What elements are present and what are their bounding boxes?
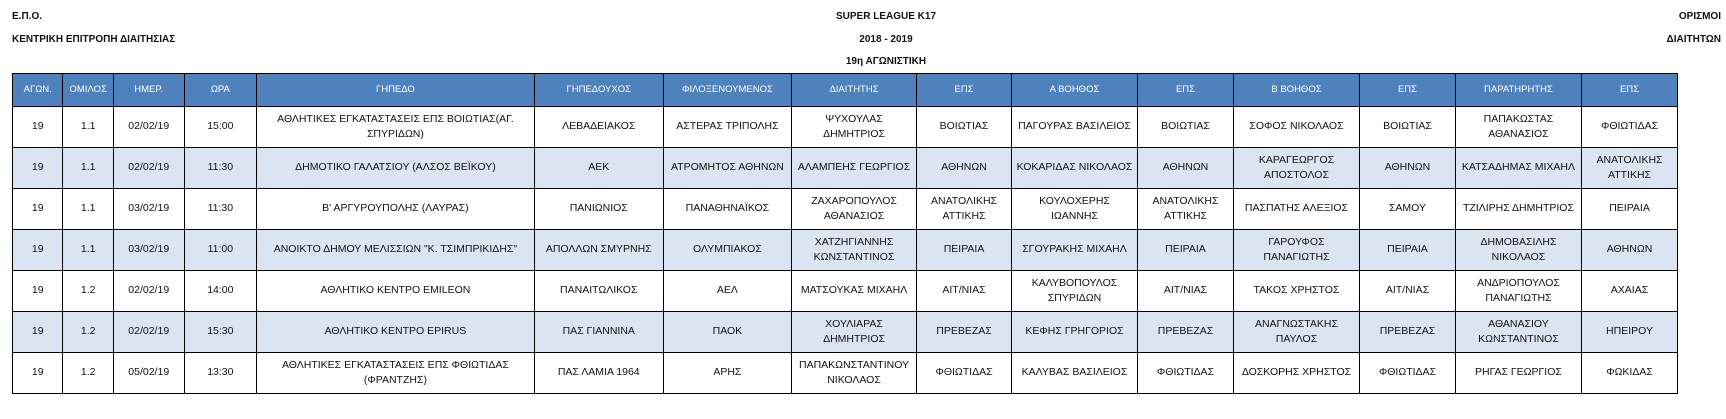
table-row	[13, 107, 1678, 148]
table-cell: ΤΑΚΟΣ ΧΡΗΣΤΟΣ	[1233, 271, 1359, 312]
table-cell: ΣΓΟΥΡΑΚΗΣ ΜΙΧΑΗΛ	[1011, 230, 1137, 271]
table-cell: ΠΡΕΒΕΖΑΣ	[1360, 312, 1456, 353]
round-title: 19η ΑΓΩΝΙΣΤΙΚΗ	[845, 56, 927, 67]
table-cell: ΠΕΙΡΑΙΑ	[1582, 189, 1678, 230]
table-cell: ΑΕΛ	[663, 271, 791, 312]
table-cell: 19	[13, 353, 63, 394]
col-header: ΩΡΑ	[184, 74, 257, 107]
table-cell: 02/02/19	[113, 312, 184, 353]
col-header: ΕΠΣ	[1582, 74, 1678, 107]
col-header: ΑΓΩΝ.	[13, 74, 63, 107]
table-cell: Β' ΑΡΓΥΡΟΥΠΟΛΗΣ (ΛΑΥΡΑΣ)	[257, 189, 535, 230]
season-title: 2018 - 2019	[859, 34, 913, 45]
table-cell: ΚΑΛΥΒΑΣ ΒΑΣΙΛΕΙΟΣ	[1011, 353, 1137, 394]
table-cell: 02/02/19	[113, 271, 184, 312]
table-cell: 19	[13, 230, 63, 271]
header-row	[13, 74, 1678, 107]
table-cell: ΣΑΜΟΥ	[1360, 189, 1456, 230]
table-cell: ΧΑΤΖΗΓΙΑΝΝΗΣ ΚΩΝΣΤΑΝΤΙΝΟΣ	[791, 230, 916, 271]
table-cell: ΠΡΕΒΕΖΑΣ	[917, 312, 1012, 353]
table-cell: 1.1	[63, 107, 113, 148]
table-cell: ΚΕΦΗΣ ΓΡΗΓΟΡΙΟΣ	[1011, 312, 1137, 353]
table-cell: ΜΑΤΣΟΥΚΑΣ ΜΙΧΑΗΛ	[791, 271, 916, 312]
table-row	[13, 353, 1678, 394]
assignments-title: ΟΡΙΣΜΟΙ	[1678, 11, 1721, 22]
table-cell: ΨΥΧΟΥΛΑΣ ΔΗΜΗΤΡΙΟΣ	[791, 107, 916, 148]
table-cell: ΑΘΑΝΑΣΙΟΥ ΚΩΝΣΤΑΝΤΙΝΟΣ	[1455, 312, 1581, 353]
table-row	[13, 148, 1678, 189]
table-cell: ΠΑΣ ΛΑΜΙΑ 1964	[534, 353, 663, 394]
table-cell: 03/02/19	[113, 189, 184, 230]
table-cell: ΚΑΡΑΓΕΩΡΓΟΣ ΑΠΟΣΤΟΛΟΣ	[1233, 148, 1359, 189]
table-cell: 1.1	[63, 230, 113, 271]
table-cell: ΑΘΗΝΩΝ	[1138, 148, 1234, 189]
table-row	[13, 312, 1678, 353]
table-cell: ΠΑΣΠΑΤΗΣ ΑΛΕΞΙΟΣ	[1233, 189, 1359, 230]
table-cell: 02/02/19	[113, 148, 184, 189]
col-header: ΕΠΣ	[917, 74, 1012, 107]
col-header: Β ΒΟΗΘΟΣ	[1233, 74, 1359, 107]
col-header: ΠΑΡΑΤΗΡΗΤΗΣ	[1455, 74, 1581, 107]
col-header: ΗΜΕΡ.	[113, 74, 184, 107]
table-cell: 05/02/19	[113, 353, 184, 394]
table-cell: ΑΝΑΤΟΛΙΚΗΣ ΑΤΤΙΚΗΣ	[1582, 148, 1678, 189]
table-cell: ΑΘΛΗΤΙΚΟ ΚΕΝΤΡΟ EMILEON	[257, 271, 535, 312]
table-cell: ΖΑΧΑΡΟΠΟΥΛΟΣ ΑΘΑΝΑΣΙΟΣ	[791, 189, 916, 230]
table-cell: 11:30	[184, 189, 257, 230]
table-cell: ΠΑΝΙΩΝΙΟΣ	[534, 189, 663, 230]
table-cell: ΑΘΛΗΤΙΚΕΣ ΕΓΚΑΤΑΣΤΑΣΕΙΣ ΕΠΣ ΦΘΙΩΤΙΔΑΣ (ΦΡΑΝΤΖΗΣ)	[257, 353, 535, 394]
table-cell: 1.1	[63, 189, 113, 230]
table-cell: ΑΝΑΓΝΩΣΤΑΚΗΣ ΠΑΥΛΟΣ	[1233, 312, 1359, 353]
table-cell: ΑΙΤ/ΝΙΑΣ	[1360, 271, 1456, 312]
table-cell: ΑΤΡΟΜΗΤΟΣ ΑΘΗΝΩΝ	[663, 148, 791, 189]
table-cell: ΑΛΑΜΠΕΗΣ ΓΕΩΡΓΙΟΣ	[791, 148, 916, 189]
table-cell: ΤΖΙΛΙΡΗΣ ΔΗΜΗΤΡΙΟΣ	[1455, 189, 1581, 230]
table-cell: 11:00	[184, 230, 257, 271]
table-cell: ΠΑΠΑΚΩΣΤΑΣ ΑΘΑΝΑΣΙΟΣ	[1455, 107, 1581, 148]
table-cell: ΑΘΗΝΩΝ	[1582, 230, 1678, 271]
table-cell: 19	[13, 107, 63, 148]
col-header: Α ΒΟΗΘΟΣ	[1011, 74, 1137, 107]
table-cell: ΑΣΤΕΡΑΣ ΤΡΙΠΟΛΗΣ	[663, 107, 791, 148]
table-cell: ΑΘΛΗΤΙΚΟ ΚΕΝΤΡΟ EPIRUS	[257, 312, 535, 353]
table-cell: ΠΡΕΒΕΖΑΣ	[1138, 312, 1234, 353]
table-cell: ΒΟΙΩΤΙΑΣ	[1360, 107, 1456, 148]
table-cell: ΔΗΜΟΒΑΣΙΛΗΣ ΝΙΚΟΛΑΟΣ	[1455, 230, 1581, 271]
table-cell: ΠΑΓΟΥΡΑΣ ΒΑΣΙΛΕΙΟΣ	[1011, 107, 1137, 148]
table-cell: 03/02/19	[113, 230, 184, 271]
table-cell: ΠΑΝΑΙΤΩΛΙΚΟΣ	[534, 271, 663, 312]
table-cell: ΛΕΒΑΔΕΙΑΚΟΣ	[534, 107, 663, 148]
table-cell: ΚΑΤΣΑΔΗΜΑΣ ΜΙΧΑΗΛ	[1455, 148, 1581, 189]
table-cell: ΠΕΙΡΑΙΑ	[1360, 230, 1456, 271]
table-cell: ΒΟΙΩΤΙΑΣ	[1138, 107, 1234, 148]
assignments-table	[12, 73, 1678, 394]
table-cell: ΚΟΚΑΡΙΔΑΣ ΝΙΚΟΛΑΟΣ	[1011, 148, 1137, 189]
table-cell: 1.1	[63, 148, 113, 189]
table-cell: ΔΟΣΚΟΡΗΣ ΧΡΗΣΤΟΣ	[1233, 353, 1359, 394]
table-cell: ΡΗΓΑΣ ΓΕΩΡΓΙΟΣ	[1455, 353, 1581, 394]
table-cell: ΑΙΤ/ΝΙΑΣ	[1138, 271, 1234, 312]
table-cell: ΑΕΚ	[534, 148, 663, 189]
table-cell: ΑΧΑΙΑΣ	[1582, 271, 1678, 312]
table-cell: ΒΟΙΩΤΙΑΣ	[917, 107, 1012, 148]
table-cell: ΠΕΙΡΑΙΑ	[917, 230, 1012, 271]
table-cell: ΦΩΚΙΔΑΣ	[1582, 353, 1678, 394]
table-cell: 19	[13, 148, 63, 189]
table-cell: ΠΑΟΚ	[663, 312, 791, 353]
table-cell: ΗΠΕΙΡΟΥ	[1582, 312, 1678, 353]
table-cell: ΧΟΥΛΙΑΡΑΣ ΔΗΜΗΤΡΙΟΣ	[791, 312, 916, 353]
table-row	[13, 189, 1678, 230]
table-cell: ΑΝΟΙΚΤΟ ΔΗΜΟΥ ΜΕΛΙΣΣΙΩΝ "Κ. ΤΣΙΜΠΡΙΚΙΔΗΣ"	[257, 230, 535, 271]
table-cell: 1.2	[63, 271, 113, 312]
table-cell: ΓΑΡΟΥΦΟΣ ΠΑΝΑΓΙΩΤΗΣ	[1233, 230, 1359, 271]
table-cell: ΠΑΝΑΘΗΝΑΪΚΟΣ	[663, 189, 791, 230]
col-header: ΓΗΠΕΔΟΥΧΟΣ	[534, 74, 663, 107]
table-cell: ΑΘΗΝΩΝ	[1360, 148, 1456, 189]
table-cell: ΑΠΟΛΛΩΝ ΣΜΥΡΝΗΣ	[534, 230, 663, 271]
table-cell: 15:30	[184, 312, 257, 353]
table-cell: ΑΙΤ/ΝΙΑΣ	[917, 271, 1012, 312]
table-cell: 19	[13, 271, 63, 312]
table-cell: ΔΗΜΟΤΙΚΟ ΓΑΛΑΤΣΙΟΥ (ΑΛΣΟΣ ΒΕΪΚΟΥ)	[257, 148, 535, 189]
table-cell: 1.2	[63, 312, 113, 353]
table-cell: ΑΡΗΣ	[663, 353, 791, 394]
table-cell: ΦΘΙΩΤΙΔΑΣ	[1582, 107, 1678, 148]
table-cell: 14:00	[184, 271, 257, 312]
table-cell: ΠΕΙΡΑΙΑ	[1138, 230, 1234, 271]
table-cell: ΣΟΦΟΣ ΝΙΚΟΛΑΟΣ	[1233, 107, 1359, 148]
table-cell: ΠΑΣ ΓΙΑΝΝΙΝΑ	[534, 312, 663, 353]
table-cell: ΦΘΙΩΤΙΔΑΣ	[1360, 353, 1456, 394]
table-cell: ΠΑΠΑΚΩΝΣΤΑΝΤΙΝΟΥ ΝΙΚΟΛΑΟΣ	[791, 353, 916, 394]
table-cell: ΦΘΙΩΤΙΔΑΣ	[917, 353, 1012, 394]
col-header: ΕΠΣ	[1138, 74, 1234, 107]
table-cell: ΑΝΑΤΟΛΙΚΗΣ ΑΤΤΙΚΗΣ	[1138, 189, 1234, 230]
table-cell: 19	[13, 189, 63, 230]
table-cell: ΦΘΙΩΤΙΔΑΣ	[1138, 353, 1234, 394]
col-header: ΔΙΑΙΤΗΤΗΣ	[791, 74, 916, 107]
table-cell: ΑΘΛΗΤΙΚΕΣ ΕΓΚΑΤΑΣΤΑΣΕΙΣ ΕΠΣ ΒΟΙΩΤΙΑΣ(ΑΓ. ΣΠΥΡΙΔΩΝ)	[257, 107, 535, 148]
col-header: ΦΙΛΟΞΕΝΟΥΜΕΝΟΣ	[663, 74, 791, 107]
league-title: SUPER LEAGUE K17	[835, 11, 937, 22]
table-cell: 13:30	[184, 353, 257, 394]
committee-title: ΚΕΝΤΡΙΚΗ ΕΠΙΤΡΟΠΗ ΔΙΑΙΤΗΣΙΑΣ	[12, 34, 176, 45]
org-title: Ε.Π.Ο.	[12, 11, 43, 22]
col-header: ΓΗΠΕΔΟ	[257, 74, 535, 107]
table-cell: ΑΘΗΝΩΝ	[917, 148, 1012, 189]
table-cell: ΑΝΑΤΟΛΙΚΗΣ ΑΤΤΙΚΗΣ	[917, 189, 1012, 230]
table-cell: ΚΟΥΛΟΧΕΡΗΣ ΙΩΑΝΝΗΣ	[1011, 189, 1137, 230]
table-cell: 1.2	[63, 353, 113, 394]
referees-title: ΔΙΑΙΤΗΤΩΝ	[1666, 34, 1721, 45]
table-cell: 15:00	[184, 107, 257, 148]
table-row	[13, 271, 1678, 312]
table-cell: ΑΝΔΡΙΟΠΟΥΛΟΣ ΠΑΝΑΓΙΩΤΗΣ	[1455, 271, 1581, 312]
col-header: ΟΜΙΛΟΣ	[63, 74, 113, 107]
table-cell: 19	[13, 312, 63, 353]
table-cell: ΚΑΛΥΒΟΠΟΥΛΟΣ ΣΠΥΡΙΔΩΝ	[1011, 271, 1137, 312]
table-cell: 02/02/19	[113, 107, 184, 148]
col-header: ΕΠΣ	[1360, 74, 1456, 107]
table-cell: ΟΛΥΜΠΙΑΚΟΣ	[663, 230, 791, 271]
table-row	[13, 230, 1678, 271]
table-cell: 11:30	[184, 148, 257, 189]
